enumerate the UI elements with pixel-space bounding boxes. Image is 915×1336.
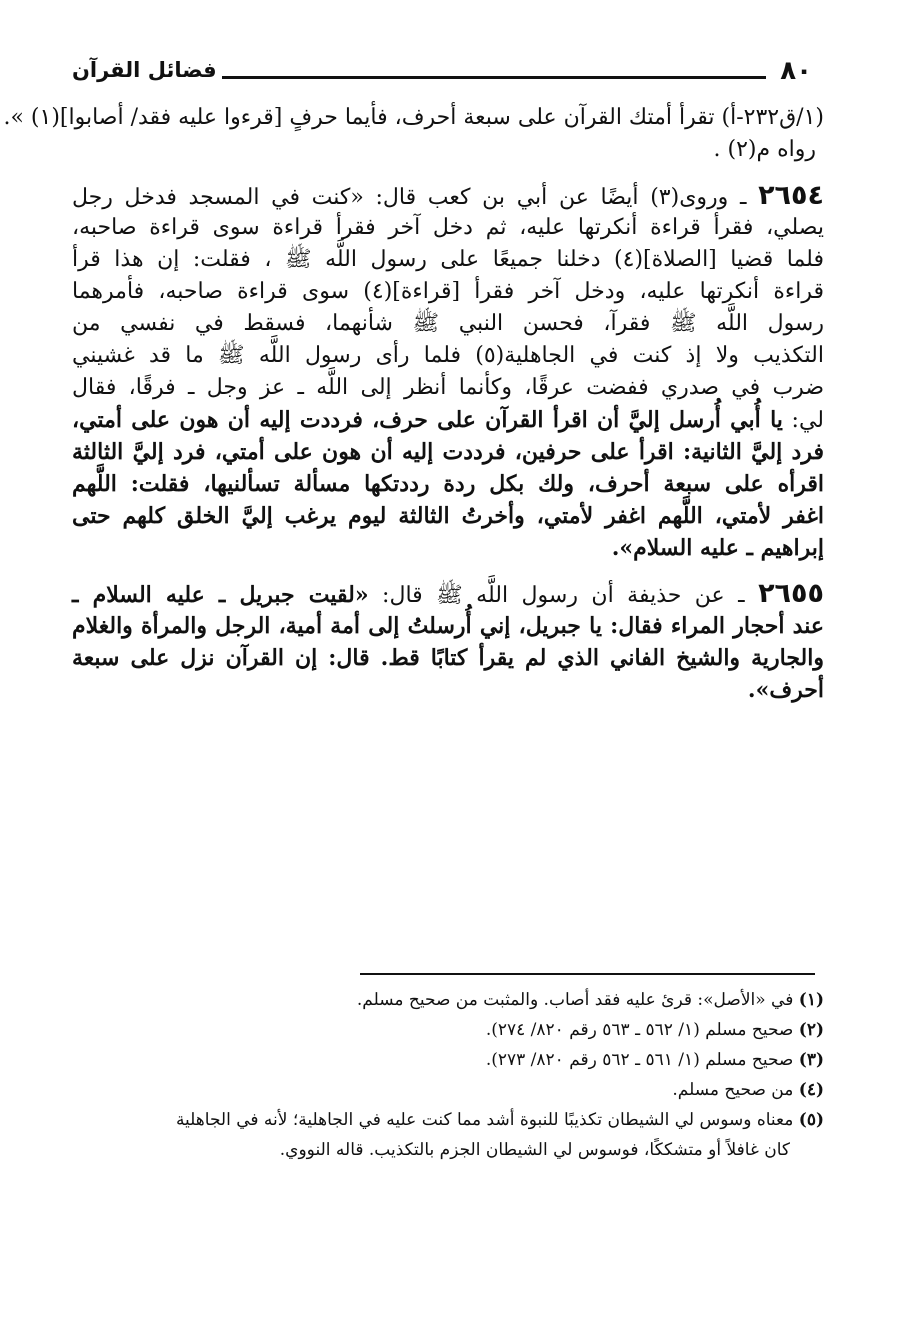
text-line: قراءة أنكرتها عليه، ودخل آخر فقرأ [قراءة](٤) سوى قراءة صاحبه، فأمرهما xyxy=(72,279,824,304)
footnote xyxy=(72,1105,824,1135)
footnotes xyxy=(72,985,824,1165)
footnote-number: (٣) xyxy=(798,1050,824,1070)
footnote-number: (٤) xyxy=(798,1080,824,1100)
text-line: فلما قضيا [الصلاة](٤) دخلنا جميعًا على رسول اللَّه ﷺ ، فقلت: إن هذا قرأ xyxy=(72,247,824,272)
text-segment: لي: xyxy=(782,408,824,433)
page-number: ٨٠ xyxy=(780,56,812,86)
footnote xyxy=(72,1015,824,1045)
footnote-rule xyxy=(360,973,815,975)
text-line: التكذيب ولا إذ كنت في الجاهلية(٥) فلما رأى رسول اللَّه ﷺ ما قد غشيني xyxy=(72,343,824,368)
text-line: رسول اللَّه ﷺ فقرآ، فحسن النبي ﷺ شأنهما، فسقط في نفسي من xyxy=(72,311,824,336)
text-line: عند أحجار المراء فقال: يا جبريل، إني أُرسلتُ إلى أمة أمية، الرجل والمرأة والغلام xyxy=(72,613,824,639)
text-line: إبراهيم ـ عليه السلام». xyxy=(611,535,824,561)
footnote xyxy=(72,985,824,1015)
text-segment-bold: يا أُبي أُرسل إليَّ أن اقرأ القرآن على حرف، فرددت إليه أن هون على أمتي، xyxy=(72,407,783,433)
hadith-number: ٢٦٥٥ xyxy=(758,578,824,609)
footnote-number: (٥) xyxy=(798,1110,824,1130)
header-rule xyxy=(222,76,766,79)
hadith-2654 xyxy=(72,180,824,564)
page-header xyxy=(72,56,820,90)
text-line: اغفر لأمتي، اللَّهم اغفر لأمتي، وأخرتُ الثالثة ليوم يرغب إليَّ الخلق كلهم حتى xyxy=(72,503,824,529)
footnote-number: (٢) xyxy=(798,1020,824,1040)
footnote-text: صحيح مسلم (١/ ٥٦٢ ـ ٥٦٣ رقم ٨٢٠/ ٢٧٤). xyxy=(485,1020,794,1040)
hadith-2655 xyxy=(72,578,824,706)
text-line: والجارية والشيخ الفاني الذي لم يقرأ كتابًا قط. قال: إن القرآن نزل على سبعة xyxy=(72,645,824,671)
footnote-text: صحيح مسلم (١/ ٥٦١ ـ ٥٦٢ رقم ٨٢٠/ ٢٧٣). xyxy=(485,1050,794,1070)
footnote xyxy=(72,1075,824,1105)
footnote xyxy=(72,1045,824,1075)
text-segment: ـ وروى(٣) أيضًا عن أبي بن كعب قال: «كنت في المسجد فدخل رجل xyxy=(72,185,759,210)
running-title: فضائل القرآن xyxy=(72,58,217,82)
text-line: فرد إليَّ الثانية: اقرأ على حرفين، فرددت إليه أن هون على أمتي، فرد إليَّ الثالثة xyxy=(72,439,824,465)
text-segment: ـ عن حذيفة أن رسول اللَّه ﷺ قال: xyxy=(368,583,759,608)
footnote-text: معناه وسوس لي الشيطان تكذيبًا للنبوة أشد مما كنت عليه في الجاهلية؛ لأنه في الجاهلية xyxy=(175,1110,794,1130)
hadith-number: ٢٦٥٤ xyxy=(758,180,824,211)
text-line: رواه م(٢) . xyxy=(713,137,816,162)
footnote-text: في «الأصل»: قرئ عليه فقد أصاب. والمثبت من صحيح مسلم. xyxy=(356,990,794,1010)
footnote-text: من صحيح مسلم. xyxy=(672,1080,794,1100)
text-line: يصلي، فقرأ قراءة أنكرتها عليه، ثم دخل آخر فقرأ قراءة سوى قراءة صاحبه، xyxy=(72,215,824,240)
text-line: (١/ق٢٣٢-أ) تقرأ أمتك القرآن على سبعة أحرف، فأيما حرفٍ [قرءوا عليه فقد/ أصابوا](١) ». xyxy=(3,105,824,130)
footnote-number: (١) xyxy=(798,990,824,1010)
text-line: ضرب في صدري ففضت عرقًا، وكأنما أنظر إلى اللَّه ـ عز وجل ـ فرقًا، فقال xyxy=(72,375,824,400)
text-line: اقرأه على سبعة أحرف، ولك بكل ردة رددتكها مسألة تسألنيها، فقلت: اللَّهم xyxy=(72,471,824,497)
text-line: أحرف». xyxy=(747,677,824,703)
text-segment-bold: «لقيت جبريل ـ عليه السلام ـ xyxy=(72,582,369,608)
main-text xyxy=(3,102,824,706)
footnote-continuation: كان غافلاً أو متشككًا، فوسوس لي الشيطان الجزم بالتكذيب. قاله النووي. xyxy=(279,1140,790,1160)
